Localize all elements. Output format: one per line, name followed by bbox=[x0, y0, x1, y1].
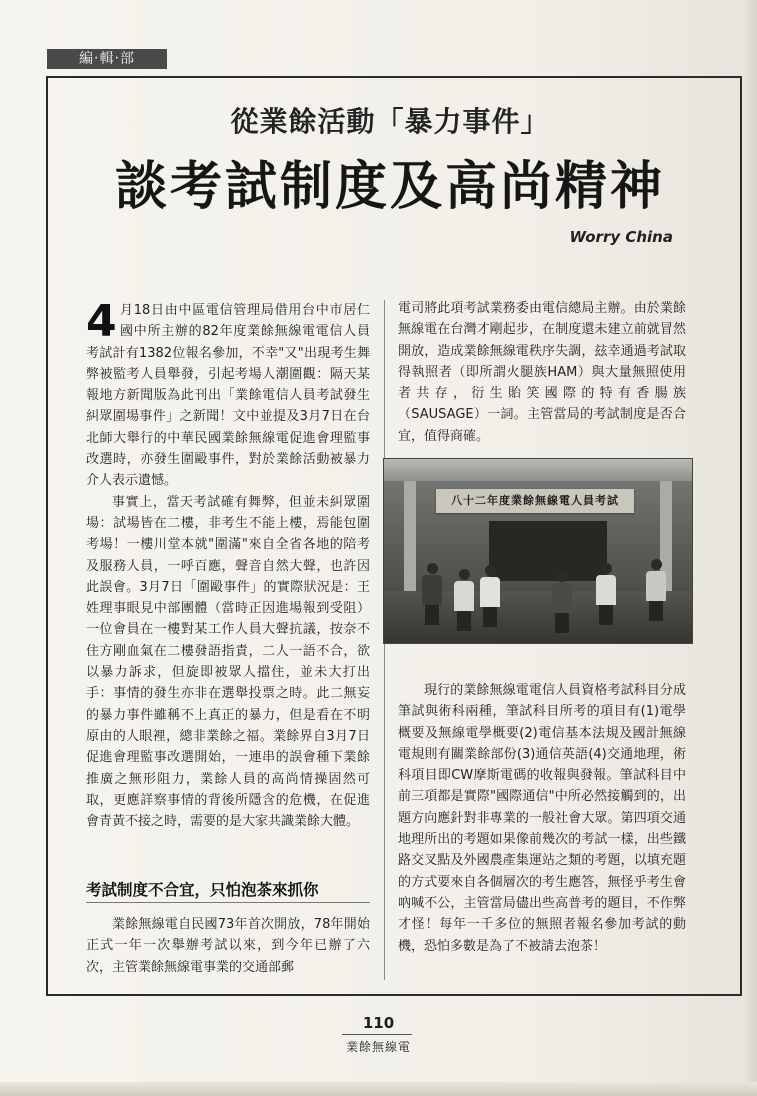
article-author: Worry China bbox=[569, 228, 673, 246]
photo-roof bbox=[384, 459, 693, 481]
magazine-name: 業餘無線電 bbox=[345, 1040, 411, 1054]
paragraph-3: 業餘無線電自民國73年首次開放，78年開始正式一年一次舉辦考試以來，到今年已辦了六次，主管業餘無線電事業的交通部郵 bbox=[86, 917, 370, 975]
paragraph-1-text: 月18日由中區電信管理局借用台中市居仁國中所主辦的82年度業餘無線電電信人員考試計有1382位報名參加，不幸"又"出現考生舞弊被監考人員舉發，引起考場人潮圍觀：隔天某報地方新聞版為此刊出「業餘電信人員考試發生糾眾圍場事件」之新聞！文中並提及3月7日在台北師大舉行的中華民國業餘無線電促進會理監事改選時，亦發生圍毆事件，對於業餘活動被暴力介人表示遺憾。 bbox=[86, 303, 370, 489]
section-heading: 考試制度不合宜，只怕泡茶來抓你 bbox=[86, 878, 370, 903]
paragraph-2: 事實上，當天考試確有舞弊，但並未糾眾圍場：試場皆在二樓，非考生不能上樓，焉能包圍考場！一樓川堂本就"圍滿"來自全省各地的陪考及服務人員，一呼百應，聲音自然大聲，也許因此誤會。3月7日「圍毆事件」的實際狀況是：王姓理事眼見中部團體（當時正因進場報到受阻）一位會員在一樓對某工作人員大聲抗議，按奈不住方剛血氣在二樓發語指責，二人一語不合，欲以暴力訴求，但旋即被眾人擋住，並未大打出手：事情的發生亦非在選舉投票之時。此二無妄的暴力事件雖稱不上真正的暴力，但是看在不明原由的人眼裡，總非業餘之福。業餘界自3月7日促進會理監事改選開始，一連串的誤會種下業餘推廣之無形阻力，業餘人員的高尚情操固然可取，更應詳察事情的背後所隱含的危機，在促進會青黃不接之時，需要的是大家共識業餘大體。 bbox=[86, 494, 370, 830]
article-title: 談考試制度及高尚精神 bbox=[114, 157, 665, 217]
exam-site-photo bbox=[383, 458, 693, 644]
paragraph-right-2: 現行的業餘無線電電信人員資格考試科目分成筆試與術科兩種，筆試科目所考的項目有(1)電學概要及無線電學概要(2)電信基本法規及國計無線電規則有關業餘部份(3)通信英語(4)交通地理，術科項目即CW摩斯電碼的收報與發報。筆試科目中前三項都是實際"國際通信"中所必然接觸到的，出題方向應針對非專業的一般社會大眾。第四項交通地理所出的考題如果像前幾次的考試一樣，出些鐵路交叉點及外國農產集運站之類的考題，以填充題的方式要來自各個層次的考生應答，無怪乎考生會吶喊不公，主管當局儘出些高普考的題目，不作弊才怪！每年一千多位的無照者報名參加考試的動機，恐怕多數是為了不被請去泡茶！ bbox=[398, 683, 686, 954]
photo-banner: 八十二年度業餘無線電人員考試 bbox=[436, 489, 634, 513]
section-tag: 編‧輯‧部 bbox=[47, 49, 167, 69]
page-number: 110 bbox=[362, 1014, 395, 1032]
photo-person bbox=[646, 559, 666, 621]
photo-person bbox=[596, 563, 616, 625]
photo-entrance bbox=[489, 521, 607, 581]
photo-person bbox=[422, 563, 442, 625]
bottom-left-column bbox=[86, 914, 370, 978]
paragraph-1 bbox=[86, 296, 370, 492]
page-edge-right bbox=[741, 0, 757, 1096]
right-column bbox=[398, 298, 686, 447]
photo-person bbox=[480, 565, 500, 627]
photo-pillar bbox=[404, 481, 416, 601]
footer-rule bbox=[342, 1034, 412, 1035]
left-column bbox=[86, 296, 370, 832]
paragraph-right-1: 電司將此項考試業務委由電信總局主辦。由於業餘無線電在台灣才剛起步，在制度還未建立前就冒然開放，造成業餘無線電秩序失調，玆幸通過考試取得執照者（即所謂火腿族HAM）與大量無照使用者共存，衍生貽笑國際的特有香腸族（SAUSAGE）一詞。主管當局的考試制度是否合宜，值得商確。 bbox=[398, 301, 686, 444]
drop-cap: 4 bbox=[86, 296, 117, 347]
article-subtitle: 從業餘活動「暴力事件」 bbox=[230, 105, 550, 138]
photo-person bbox=[552, 571, 572, 633]
right-column-lower bbox=[398, 680, 686, 957]
photo-person bbox=[454, 569, 474, 631]
page-edge-bottom bbox=[0, 1082, 757, 1096]
